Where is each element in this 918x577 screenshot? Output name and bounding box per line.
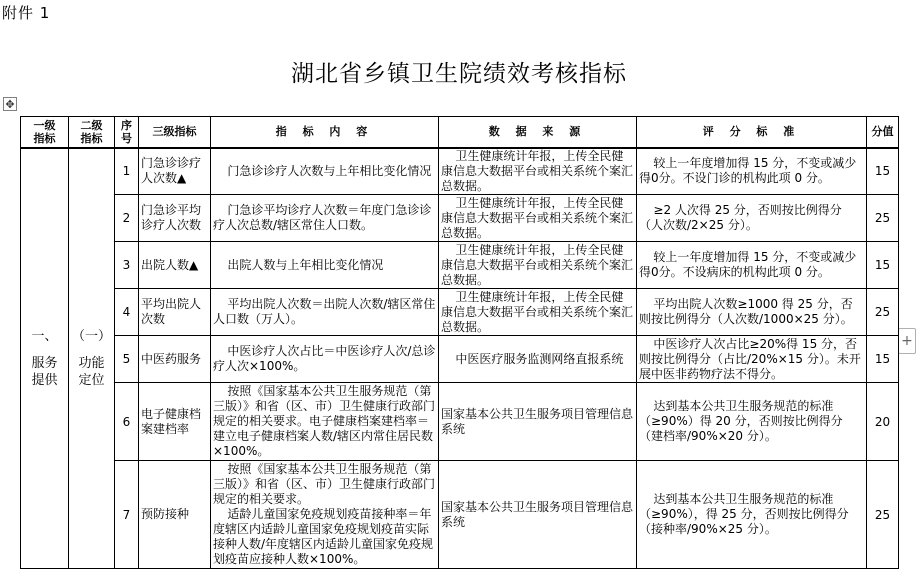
add-column-icon[interactable]: +: [898, 328, 916, 354]
row-content: 出院人数与上年相比变化情况: [211, 242, 439, 289]
table-row: [21, 148, 899, 195]
table-row: [21, 336, 899, 383]
row-seq: 2: [115, 195, 139, 242]
row-criteria: 达到基本公共卫生服务规范的标准（≥90%）得 20 分，否则按比例得分（建档率/90%×20 分）。: [637, 383, 867, 461]
row-content: 门急诊平均诊疗人次数＝年度门急诊诊疗人次总数/辖区常住人口数。: [211, 195, 439, 242]
table-move-handle-icon[interactable]: ✥: [3, 97, 17, 111]
header-content: 指 标 内 容: [211, 117, 439, 148]
row-score: 15: [867, 336, 899, 383]
row-content: 按照《国家基本公共卫生服务规范（第三版）》和省（区、市）卫生健康行政部门规定的相关要求。电子健康档案建档率＝建立电子健康档案人数/辖区内常住居民数×100%。: [211, 383, 439, 461]
row-seq: 4: [115, 289, 139, 336]
row-indicator: 出院人数▲: [139, 242, 211, 289]
row-indicator: 门急诊平均诊疗人次数: [139, 195, 211, 242]
row-score: 25: [867, 195, 899, 242]
row-source: 卫生健康统计年报，上传全民健康信息大数据平台或相关系统个案汇总数据。: [439, 289, 637, 336]
table-row: [21, 461, 899, 569]
row-score: 25: [867, 461, 899, 569]
row-indicator: 电子健康档案建档率: [139, 383, 211, 461]
row-indicator: 平均出院人次数: [139, 289, 211, 336]
level2-cell: （一） 功能 定位: [69, 148, 115, 569]
row-criteria: 平均出院人次数≥1000 得 25 分，否则按比例得分（人次数/1000×25 分）。: [637, 289, 867, 336]
row-seq: 7: [115, 461, 139, 569]
row-source: 卫生健康统计年报，上传全民健康信息大数据平台或相关系统个案汇总数据。: [439, 242, 637, 289]
row-seq: 5: [115, 336, 139, 383]
table-row: [21, 289, 899, 336]
row-indicator: 中医药服务: [139, 336, 211, 383]
header-level2: 二级 指标: [69, 117, 115, 148]
row-indicator: 门急诊诊疗人次数▲: [139, 148, 211, 195]
header-source: 数 据 来 源: [439, 117, 637, 148]
level1-cell: 一、 服务 提供: [21, 148, 69, 569]
row-criteria: ≥2 人次得 25 分，否则按比例得分（人次数/2×25 分）。: [637, 195, 867, 242]
row-score: 15: [867, 242, 899, 289]
header-criteria: 评 分 标 准: [637, 117, 867, 148]
row-content-paragraph-2: 适龄儿童国家免疫规划疫苗接种率＝年度辖区内适龄儿童国家免疫规划疫苗实际接种人数/年度辖区内适龄儿童国家免疫规划疫苗应接种人数×100%。: [213, 507, 434, 566]
table-header-row: [21, 117, 899, 148]
attachment-label: 附件 1: [2, 4, 51, 22]
row-seq: 6: [115, 383, 139, 461]
header-score: 分值: [867, 117, 899, 148]
performance-indicators-table: [20, 116, 899, 569]
row-content: 中医诊疗人次占比＝中医诊疗人次/总诊疗人次×100%。: [211, 336, 439, 383]
row-criteria: 达到基本公共卫生服务规范的标准（≥90%），得 25 分，否则按比例得分（接种率/90%×25 分）。: [637, 461, 867, 569]
row-indicator: 预防接种: [139, 461, 211, 569]
row-seq: 3: [115, 242, 139, 289]
row-content: [211, 461, 439, 569]
row-score: 15: [867, 148, 899, 195]
row-source: 卫生健康统计年报，上传全民健康信息大数据平台或相关系统个案汇总数据。: [439, 148, 637, 195]
row-source: 卫生健康统计年报，上传全民健康信息大数据平台或相关系统个案汇总数据。: [439, 195, 637, 242]
table-row: [21, 383, 899, 461]
row-score: 20: [867, 383, 899, 461]
row-content-paragraph-1: 按照《国家基本公共卫生服务规范（第三版）》和省（区、市）卫生健康行政部门规定的相关要求。: [213, 462, 436, 506]
table-row: [21, 195, 899, 242]
row-criteria: 中医诊疗人次占比≥20%得 15 分，否则按比例得分（占比/20%×15 分）。未开展中医非药物疗法不得分。: [637, 336, 867, 383]
table-row: [21, 242, 899, 289]
row-criteria: 较上一年度增加得 15 分，不变或减少得0分。不设门诊的机构此项 0 分。: [637, 148, 867, 195]
row-source: 国家基本公共卫生服务项目管理信息系统: [439, 383, 637, 461]
header-level1: 一级 指标: [21, 117, 69, 148]
row-score: 25: [867, 289, 899, 336]
header-seq: 序号: [115, 117, 139, 148]
header-level3: 三级指标: [139, 117, 211, 148]
row-criteria: 较上一年度增加得 15 分，不变或减少得0分。不设病床的机构此项 0 分。: [637, 242, 867, 289]
row-content: 门急诊诊疗人次数与上年相比变化情况: [211, 148, 439, 195]
row-source: 国家基本公共卫生服务项目管理信息系统: [439, 461, 637, 569]
row-content: 平均出院人次数＝出院人次数/辖区常住人口数（万人）。: [211, 289, 439, 336]
row-seq: 1: [115, 148, 139, 195]
page-title: 湖北省乡镇卫生院绩效考核指标: [291, 61, 627, 87]
row-source: 中医医疗服务监测网络直报系统: [439, 336, 637, 383]
